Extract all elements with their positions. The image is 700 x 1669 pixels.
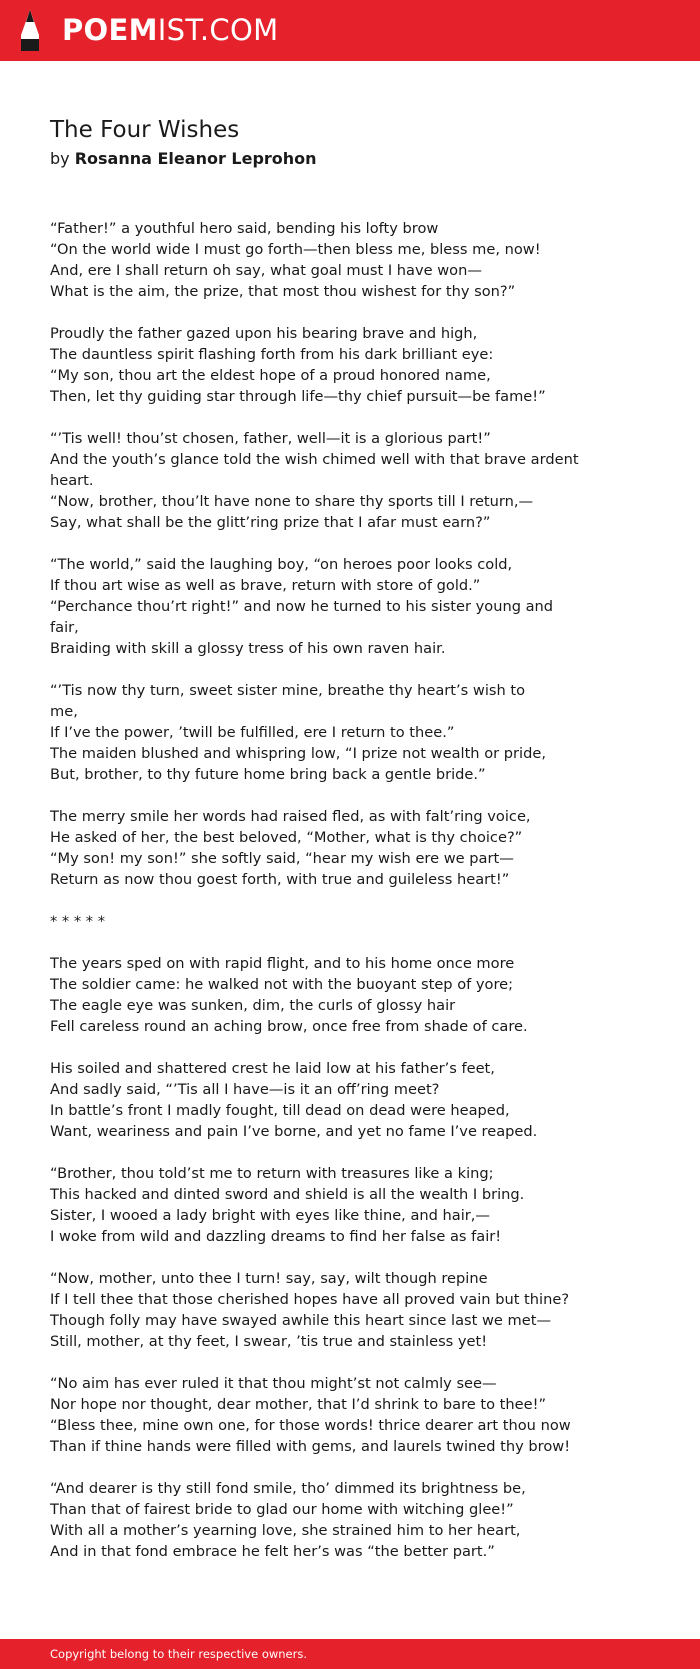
poem-line: And in that fond embrace he felt her’s was “the better part.” — [50, 1543, 495, 1560]
poem-line: If thou art wise as well as brave, return with store of gold.” — [50, 577, 481, 594]
poem-line: The maiden blushed and whispring low, “I prize not wealth or pride, — [50, 745, 546, 762]
poem-stanza — [50, 323, 650, 407]
poem-stanza — [50, 953, 650, 1037]
site-header — [0, 0, 700, 61]
poem-stanza — [50, 554, 650, 659]
poem-line: “Bless thee, mine own one, for those words! thrice dearer art thou now — [50, 1417, 571, 1434]
poem-line: “On the world wide I must go forth—then bless me, bless me, now! — [50, 241, 541, 258]
poem-line: heart. — [50, 472, 94, 489]
poem-line: Sister, I wooed a lady bright with eyes like thine, and hair,— — [50, 1207, 491, 1224]
poem-line: The eagle eye was sunken, dim, the curls of glossy hair — [50, 997, 456, 1014]
poem-line: His soiled and shattered crest he laid low at his father’s feet, — [50, 1060, 495, 1077]
poem-stanza — [50, 806, 650, 890]
poem-line: me, — [50, 703, 78, 720]
poem-line: Want, weariness and pain I’ve borne, and yet no fame I’ve reaped. — [50, 1123, 538, 1140]
poem-line: If I tell thee that those cherished hopes have all proved vain but thine? — [50, 1291, 570, 1308]
poem-line: “And dearer is thy still fond smile, tho’ dimmed its brightness be, — [50, 1480, 526, 1497]
poem-stanza — [50, 911, 650, 932]
poem-title: The Four Wishes — [50, 117, 240, 143]
logo-text-light: IST.COM — [157, 13, 279, 47]
footer-copyright: Copyright belong to their respective owners. — [50, 1647, 308, 1661]
poem-line: Though folly may have swayed awhile this heart since last we met— — [50, 1312, 552, 1329]
byline-prefix: by — [50, 149, 70, 168]
poem-stanza — [50, 1373, 650, 1457]
poem-line: * * * * * — [50, 913, 106, 930]
poem-line: And, ere I shall return oh say, what goal must I have won— — [50, 262, 482, 279]
poem-stanza — [50, 428, 650, 533]
poem-line: “No aim has ever ruled it that thou might’st not calmly see— — [50, 1375, 497, 1392]
poem-line: fair, — [50, 619, 79, 636]
poem-line: Then, let thy guiding star through life—thy chief pursuit—be fame!” — [50, 388, 546, 405]
poem-line: “Now, mother, unto thee I turn! say, say, wilt though repine — [50, 1270, 488, 1287]
poem-line: I woke from wild and dazzling dreams to find her false as fair! — [50, 1228, 502, 1245]
poem-line: “’Tis well! thou’st chosen, father, well—it is a glorious part!” — [50, 430, 491, 447]
poem-stanza — [50, 1058, 650, 1142]
poem-line: This hacked and dinted sword and shield is all the wealth I bring. — [50, 1186, 525, 1203]
site-footer — [0, 1639, 700, 1669]
poem-line: And sadly said, “’Tis all I have—is it an off’ring meet? — [50, 1081, 440, 1098]
poem-author: Rosanna Eleanor Leprohon — [74, 149, 317, 168]
poem-line: The soldier came: he walked not with the buoyant step of yore; — [50, 976, 514, 993]
poem-line: The dauntless spirit flashing forth from his dark brilliant eye: — [50, 346, 494, 363]
poem-line: In battle’s front I madly fought, till dead on dead were heaped, — [50, 1102, 510, 1119]
poem-line: The merry smile her words had raised fled, as with falt’ring voice, — [50, 808, 531, 825]
poem-line: “Father!” a youthful hero said, bending his lofty brow — [50, 220, 439, 237]
poem-line: Nor hope nor thought, dear mother, that I’d shrink to bare to thee!” — [50, 1396, 547, 1413]
poem-line: Than if thine hands were filled with gems, and laurels twined thy brow! — [50, 1438, 571, 1455]
poem-line: If I’ve the power, ’twill be fulfilled, ere I return to thee.” — [50, 724, 455, 741]
poem-line: “My son! my son!” she softly said, “hear my wish ere we part— — [50, 850, 514, 867]
poem-line: Fell careless round an aching brow, once free from shade of care. — [50, 1018, 528, 1035]
poem-line: “Perchance thou’rt right!” and now he turned to his sister young and — [50, 598, 554, 615]
logo-text-bold: POEM — [62, 13, 158, 47]
poem-stanza — [50, 1163, 650, 1247]
poem-line: But, brother, to thy future home bring back a gentle bride.” — [50, 766, 486, 783]
poem-line: Still, mother, at thy feet, I swear, ’tis true and stainless yet! — [50, 1333, 488, 1350]
poem-stanza — [50, 1478, 650, 1562]
poem-line: “Now, brother, thou’lt have none to share thy sports till I return,— — [50, 493, 534, 510]
poem-line: “’Tis now thy turn, sweet sister mine, breathe thy heart’s wish to — [50, 682, 526, 699]
poem-line: Proudly the father gazed upon his bearing brave and high, — [50, 325, 478, 342]
poem-line: The years sped on with rapid flight, and to his home once more — [50, 955, 515, 972]
pen-nib-icon-graphic — [18, 9, 42, 53]
poem-line: He asked of her, the best beloved, “Mother, what is thy choice?” — [50, 829, 523, 846]
poem-line: Than that of fairest bride to glad our home with witching glee!” — [50, 1501, 514, 1518]
poem-line: And the youth’s glance told the wish chimed well with that brave ardent — [50, 451, 579, 468]
poem-stanza — [50, 680, 650, 785]
poem-line: What is the aim, the prize, that most thou wishest for thy son?” — [50, 283, 516, 300]
poem-line: “My son, thou art the eldest hope of a proud honored name, — [50, 367, 491, 384]
poem-line: “Brother, thou told’st me to return with treasures like a king; — [50, 1165, 494, 1182]
poem-body — [50, 218, 650, 1583]
poem-line: “The world,” said the laughing boy, “on heroes poor looks cold, — [50, 556, 513, 573]
poem-line: With all a mother’s yearning love, she strained him to her heart, — [50, 1522, 521, 1539]
poem-line: Say, what shall be the glitt’ring prize that I afar must earn?” — [50, 514, 491, 531]
site-logo-link[interactable] — [62, 10, 278, 50]
poem-stanza — [50, 1268, 650, 1352]
poem-byline — [50, 148, 317, 170]
poem-line: Return as now thou goest forth, with true and guileless heart!” — [50, 871, 510, 888]
poem-line: Braiding with skill a glossy tress of his own raven hair. — [50, 640, 446, 657]
poem-stanza — [50, 218, 650, 302]
